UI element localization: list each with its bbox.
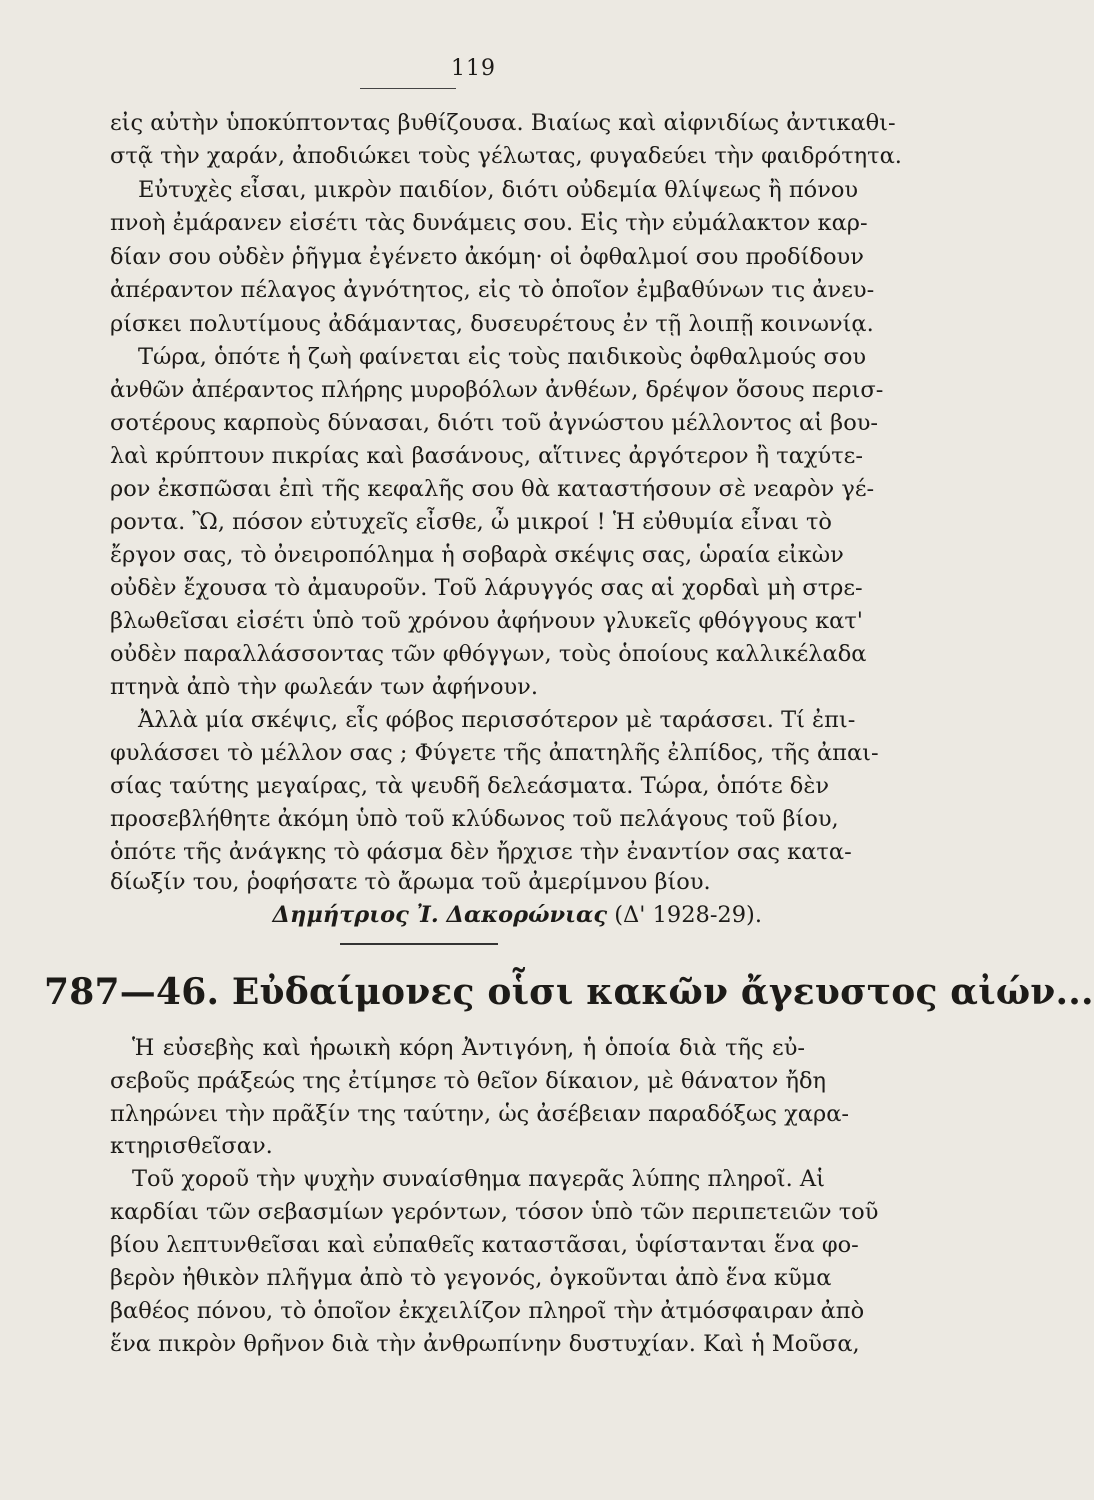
text-line: ρον ἐκσπῶσαι ἐπὶ τῆς κεφαλῆς σου θὰ καταστήσουν σὲ νεαρὸν γέ- bbox=[110, 476, 875, 502]
text-line: δίωξίν του, ῥοφήσατε τὸ ἄρωμα τοῦ ἀμερίμνου βίου. bbox=[110, 869, 711, 895]
text-line: σοτέρους καρποὺς δύνασαι, διότι τοῦ ἀγνώστου μέλλοντος αἱ βου- bbox=[110, 410, 879, 436]
text-line: Τώρα, ὁπότε ἡ ζωὴ φαίνεται εἰς τοὺς παιδικοὺς ὀφθαλμούς σου bbox=[138, 344, 867, 370]
text-line: ροντα. Ὢ, πόσον εὐτυχεῖς εἶσθε, ὦ μικροί ! Ἡ εὐθυμία εἶναι τὸ bbox=[110, 509, 832, 535]
author-name: Δημήτριος Ἰ. Δακορώνιας bbox=[272, 902, 608, 928]
text-line: ὁπότε τῆς ἀνάγκης τὸ φάσμα δὲν ἤρχισε τὴν ἐναντίον σας κατα- bbox=[110, 839, 852, 865]
text-line: ἀνθῶν ἀπέραντος πλήρης μυροβόλων ἀνθέων, δρέψον ὅσους περισ- bbox=[110, 377, 884, 403]
text-line: πνοὴ ἐμάρανεν εἰσέτι τὰς δυνάμεις σου. Εἰς τὴν εὐμάλακτον καρ- bbox=[110, 210, 868, 236]
text-line: ἀπέραντον πέλαγος ἀγνότητος, εἰς τὸ ὁποῖον ἐμβαθύνων τις ἀνευ- bbox=[110, 277, 875, 303]
text-line: καρδίαι τῶν σεβασμίων γερόντων, τόσον ὑπὸ τῶν περιπετειῶν τοῦ bbox=[110, 1199, 879, 1225]
text-line: οὐδὲν παραλλάσσοντας τῶν φθόγγων, τοὺς ὁποίους καλλικέλαδα bbox=[110, 641, 867, 667]
text-line: βίου λεπτυνθεῖσαι καὶ εὐπαθεῖς καταστᾶσαι, ὑφίστανται ἕνα φο- bbox=[110, 1232, 859, 1258]
text-line: ἕνα πικρὸν θρῆνον διὰ τὴν ἀνθρωπίνην δυστυχίαν. Καὶ ἡ Μοῦσα, bbox=[110, 1331, 860, 1357]
text-line: στᾷ τὴν χαράν, ἀποδιώκει τοὺς γέλωτας, φυγαδεύει τὴν φαιδρότητα. bbox=[110, 143, 902, 169]
section-title: Εὐδαίμονες οἷσι κακῶν ἄγευστος αἰών... bbox=[231, 971, 1094, 1013]
text-line: βαθέος πόνου, τὸ ὁποῖον ἐκχειλίζον πληροῖ τὴν ἀτμόσφαιραν ἀπὸ bbox=[110, 1298, 865, 1324]
text-line: ἔργον σας, τὸ ὀνειροπόλημα ἡ σοβαρὰ σκέψις σας, ὡραία εἰκὼν bbox=[110, 542, 844, 568]
text-line: βερὸν ἠθικὸν πλῆγμα ἀπὸ τὸ γεγονός, ὀγκοῦνται ἀπὸ ἕνα κῦμα bbox=[110, 1265, 832, 1291]
text-line: σίας ταύτης μεγαίρας, τὰ ψευδῆ δελεάσματα. Τώρα, ὁπότε δὲν bbox=[110, 773, 830, 799]
section-number: 787—46. bbox=[44, 971, 220, 1013]
text-line: βλωθεῖσαι εἰσέτι ὑπὸ τοῦ χρόνου ἀφήνουν γλυκεῖς φθόγγους κατ' bbox=[110, 608, 863, 634]
text-line: ρίσκει πολυτίμους ἀδάμαντας, δυσευρέτους ἐν τῇ λοιπῇ κοινωνίᾳ. bbox=[110, 311, 874, 337]
section-divider bbox=[340, 943, 498, 945]
text-line: πληρώνει τὴν πρᾶξίν της ταύτην, ὡς ἀσέβειαν παραδόξως χαρα- bbox=[110, 1101, 849, 1127]
text-line: Ἡ εὐσεβὴς καὶ ἡρωικὴ κόρη Ἀντιγόνη, ἡ ὁποία διὰ τῆς εὐ- bbox=[132, 1035, 805, 1061]
text-line: σεβοῦς πράξεώς της ἐτίμησε τὸ θεῖον δίκαιον, μὲ θάνατον ἤδη bbox=[110, 1068, 826, 1094]
page-number: 119 bbox=[451, 56, 496, 81]
text-line: κτηρισθεῖσαν. bbox=[110, 1133, 273, 1159]
text-line: Εὐτυχὲς εἶσαι, μικρὸν παιδίον, διότι οὐδεμία θλίψεως ἢ πόνου bbox=[138, 177, 859, 203]
text-line: δίαν σου οὐδὲν ῥῆγμα ἐγένετο ἀκόμη· οἱ ὀφθαλμοί σου προδίδουν bbox=[110, 244, 864, 270]
text-line: προσεβλήθητε ἀκόμη ὑπὸ τοῦ κλύδωνος τοῦ πελάγους τοῦ βίου, bbox=[110, 806, 839, 832]
page-number-rule bbox=[360, 88, 456, 89]
text-line: πτηνὰ ἀπὸ τὴν φωλεάν των ἀφήνουν. bbox=[110, 674, 539, 700]
text-line: λαὶ κρύπτουν πικρίας καὶ βασάνους, αἵτινες ἀργότερον ἢ ταχύτε- bbox=[110, 443, 863, 469]
text-line: φυλάσσει τὸ μέλλον σας ; Φύγετε τῆς ἀπατηλῆς ἐλπίδος, τῆς ἀπαι- bbox=[110, 740, 879, 766]
text-line: οὐδὲν ἔχουσα τὸ ἀμαυροῦν. Τοῦ λάρυγγός σας αἱ χορδαὶ μὴ στρε- bbox=[110, 575, 863, 601]
text-line: Ἀλλὰ μία σκέψις, εἷς φόβος περισσότερον μὲ ταράσσει. Τί ἐπι- bbox=[138, 707, 856, 733]
author-signature bbox=[110, 900, 762, 930]
author-class-year: (Δ' 1928-29). bbox=[614, 902, 762, 928]
section-heading bbox=[44, 968, 1094, 1016]
text-line: εἰς αὐτὴν ὑποκύπτοντας βυθίζουσα. Βιαίως καὶ αἰφνιδίως ἀντικαθι- bbox=[110, 110, 896, 136]
text-line: Τοῦ χοροῦ τὴν ψυχὴν συναίσθημα παγερᾶς λύπης πληροῖ. Αἱ bbox=[132, 1166, 825, 1192]
